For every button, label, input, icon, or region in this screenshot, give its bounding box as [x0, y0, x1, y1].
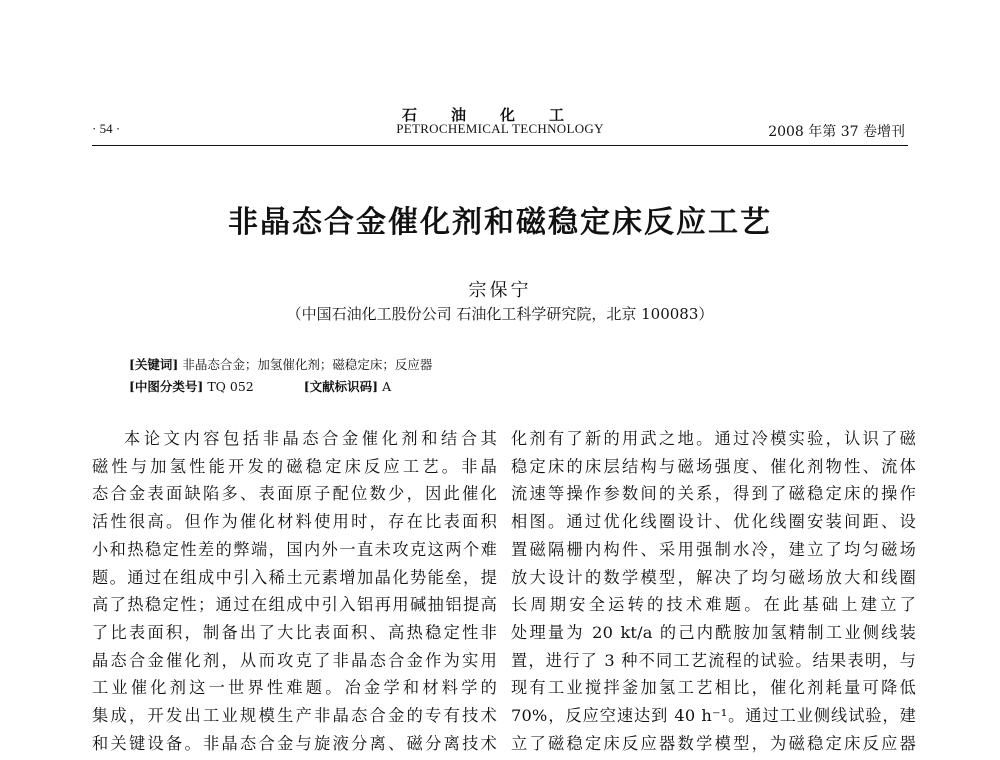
text-line: 本论文内容包括非晶态合金催化剂和结合其: [124, 429, 497, 448]
text-line: 相图。通过优化线圈设计、优化线圈安装间距、设: [511, 512, 916, 532]
classification-label: [中图分类号]: [129, 379, 204, 394]
text-line: 置，进行了 3 种不同工艺流程的试验。结果表明，与: [511, 650, 916, 670]
text-line: 晶态合金催化剂，从而攻克了非晶态合金作为实用: [92, 650, 497, 670]
classification-value: TQ 052: [207, 379, 254, 394]
header-rule: [92, 145, 908, 146]
issue-info: 2008 年第 37 卷增刊: [768, 124, 905, 140]
text-line: 处理量为 20 kt/a 的己内酰胺加氢精制工业侧线装: [511, 622, 916, 642]
page-number: · 54 ·: [92, 121, 121, 136]
body-column-left: [92, 425, 497, 757]
doc-code-value: A: [382, 379, 392, 394]
text-line: 了比表面积，制备出了大比表面积、高热稳定性非: [92, 622, 497, 642]
keywords-value: 非晶态合金；加氢催化剂；磁稳定床；反应器: [182, 357, 433, 372]
journal-name-chinese: 石油化工: [401, 106, 598, 124]
keywords-label: [关键词]: [129, 357, 179, 372]
classification-line: [129, 377, 391, 395]
journal-name-english: PETROCHEMICAL TECHNOLOGY: [396, 121, 604, 136]
text-line: 活性很高。但作为催化材料使用时，存在比表面积: [92, 512, 497, 532]
text-line: 题。通过在组成中引入稀土元素增加晶化势能垒，提: [92, 567, 497, 587]
author-affiliation: （中国石油化工股份公司 石油化工科学研究院，北京 100083）: [286, 305, 714, 323]
text-line: 集成，开发出工业规模生产非晶态合金的专有技术: [92, 706, 497, 726]
text-line: 稳定床的床层结构与磁场强度、催化剂物性、流体: [511, 456, 916, 476]
text-line: 小和热稳定性差的弊端，国内外一直未攻克这两个难: [92, 539, 497, 559]
text-line: 长周期安全运转的技术难题。在此基础上建立了: [511, 595, 916, 615]
article-title: 非晶态合金催化剂和磁稳定床反应工艺: [228, 205, 772, 240]
text-line: 和关键设备。非晶态合金与旋液分离、磁分离技术: [92, 733, 497, 753]
text-line: 置磁隔栅内构件、采用强制水冷，建立了均匀磁场: [511, 539, 916, 559]
text-line: 放大设计的数学模型，解决了均匀磁场放大和线圈: [511, 567, 916, 587]
document-code: [304, 379, 391, 394]
text-line: 磁性与加氢性能开发的磁稳定床反应工艺。非晶: [92, 456, 497, 476]
body-column-right: [511, 425, 916, 757]
doc-code-label: [文献标识码]: [303, 379, 379, 394]
text-line: 态合金表面缺陷多、表面原子配位数少，因此催化: [92, 484, 497, 504]
text-line: 流速等操作参数间的关系，得到了磁稳定床的操作: [511, 484, 916, 504]
text-line: 化剂有了新的用武之地。通过冷模实验，认识了磁: [511, 429, 916, 448]
keywords-line: [129, 355, 432, 373]
text-line: 70%，反应空速达到 40 h⁻¹。通过工业侧线试验，建: [511, 706, 916, 726]
text-line: 立了磁稳定床反应器数学模型，为磁稳定床反应器: [511, 733, 916, 753]
text-line: 高了热稳定性；通过在组成中引入铝再用碱抽铝提高: [92, 595, 497, 615]
text-line: 现有工业搅拌釜加氢工艺相比，催化剂耗量可降低: [511, 678, 916, 698]
author-name: 宗保宁: [468, 280, 532, 301]
text-line: 工业催化剂这一世界性难题。冶金学和材料学的: [92, 678, 497, 698]
